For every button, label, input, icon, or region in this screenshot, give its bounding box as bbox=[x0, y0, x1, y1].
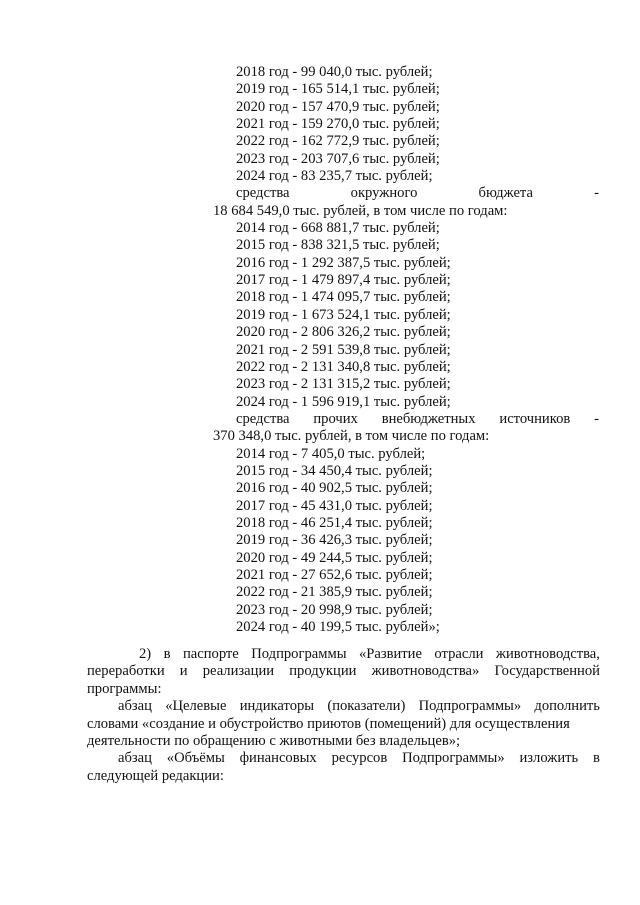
word: ресурсов bbox=[331, 750, 388, 767]
heading-word: - bbox=[594, 410, 599, 427]
word: паспорте bbox=[182, 646, 239, 662]
year-line: 2022 год - 162 772,9 тыс. рублей; bbox=[236, 133, 440, 150]
paragraph-line: деятельности по обращению с животными без владельцев»; bbox=[87, 732, 461, 749]
word: реализации bbox=[202, 663, 275, 680]
year-line: 2018 год - 1 474 095,7 тыс. рублей; bbox=[236, 289, 451, 306]
word: животноводства, bbox=[495, 646, 600, 662]
paragraph-line: программы: bbox=[87, 680, 162, 697]
word: дополнить bbox=[534, 698, 600, 715]
word: абзац bbox=[118, 698, 152, 715]
year-line: 2022 год - 21 385,9 тыс. рублей; bbox=[236, 584, 433, 601]
word: Подпрограммы» bbox=[418, 698, 522, 715]
year-line: 2014 год - 668 881,7 тыс. рублей; bbox=[236, 220, 440, 237]
word: 2) bbox=[139, 646, 152, 662]
word: в bbox=[163, 646, 171, 662]
word: отрасли bbox=[434, 646, 484, 662]
heading-word: прочих bbox=[313, 410, 358, 427]
heading-word: источников bbox=[499, 410, 571, 427]
okrug-total: 18 684 549,0 тыс. рублей, в том числе по годам: bbox=[213, 202, 508, 219]
word: финансовых bbox=[239, 750, 317, 767]
paragraph-line bbox=[87, 698, 600, 715]
word: индикаторы bbox=[239, 698, 315, 715]
year-line: 2019 год - 1 673 524,1 тыс. рублей; bbox=[236, 306, 451, 323]
word: «Развитие bbox=[358, 646, 422, 662]
year-line: 2019 год - 165 514,1 тыс. рублей; bbox=[236, 81, 440, 98]
okrug-heading bbox=[213, 185, 599, 202]
paragraph-line: следующей редакции: bbox=[87, 767, 224, 784]
word: Государственной bbox=[494, 663, 600, 680]
year-line: 2018 год - 46 251,4 тыс. рублей; bbox=[236, 514, 433, 531]
year-line: 2021 год - 159 270,0 тыс. рублей; bbox=[236, 116, 440, 133]
heading-word: окружного bbox=[350, 185, 418, 202]
year-line: 2020 год - 49 244,5 тыс. рублей; bbox=[236, 549, 433, 566]
year-line: 2017 год - 1 479 897,4 тыс. рублей; bbox=[236, 272, 451, 289]
word: Подпрограммы bbox=[251, 646, 347, 662]
year-line: 2020 год - 157 470,9 тыс. рублей; bbox=[236, 98, 440, 115]
year-line: 2023 год - 203 707,6 тыс. рублей; bbox=[236, 150, 440, 167]
word: «Целевые bbox=[165, 698, 227, 715]
year-line: 2014 год - 7 405,0 тыс. рублей; bbox=[236, 445, 426, 462]
year-line: 2015 год - 34 450,4 тыс. рублей; bbox=[236, 462, 433, 479]
year-line: 2015 год - 838 321,5 тыс. рублей; bbox=[236, 237, 440, 254]
year-line: 2019 год - 36 426,3 тыс. рублей; bbox=[236, 532, 433, 549]
word: в bbox=[593, 750, 600, 767]
paragraph-line: словами «создание и обустройство приютов (помещений) для осуществления bbox=[87, 715, 570, 732]
year-line: 2021 год - 2 591 539,8 тыс. рублей; bbox=[236, 341, 451, 358]
year-line: 2020 год - 2 806 326,2 тыс. рублей; bbox=[236, 324, 451, 341]
word: переработки bbox=[87, 663, 165, 680]
heading-word: - bbox=[594, 185, 599, 202]
word: Подпрограммы» bbox=[402, 750, 505, 767]
paragraph-line bbox=[87, 646, 600, 663]
year-line: 2016 год - 1 292 387,5 тыс. рублей; bbox=[236, 254, 451, 271]
paragraph-line bbox=[87, 663, 600, 680]
word: животноводства» bbox=[371, 663, 480, 680]
year-line: 2022 год - 2 131 340,8 тыс. рублей; bbox=[236, 358, 451, 375]
heading-word: внебюджетных bbox=[381, 410, 476, 427]
word: абзац bbox=[118, 750, 152, 767]
year-line: 2024 год - 1 596 919,1 тыс. рублей; bbox=[236, 393, 451, 410]
word: изложить bbox=[519, 750, 579, 767]
heading-word: средства bbox=[236, 410, 290, 427]
word: «Объёмы bbox=[166, 750, 225, 767]
year-line: 2024 год - 40 199,5 тыс. рублей»; bbox=[236, 619, 440, 635]
year-line: 2024 год - 83 235,7 тыс. рублей; bbox=[236, 168, 433, 185]
other-total: 370 348,0 тыс. рублей, в том числе по годам: bbox=[213, 428, 490, 445]
word: и bbox=[179, 663, 188, 680]
body-text bbox=[87, 646, 600, 785]
other-heading bbox=[213, 411, 599, 428]
paragraph-line bbox=[87, 750, 600, 767]
year-line: 2021 год - 27 652,6 тыс. рублей; bbox=[236, 566, 433, 583]
word: (показатели) bbox=[327, 698, 406, 715]
heading-word: бюджета bbox=[478, 185, 533, 202]
funding-column bbox=[213, 64, 599, 636]
year-line: 2017 год - 45 431,0 тыс. рублей; bbox=[236, 497, 433, 514]
year-line: 2023 год - 20 998,9 тыс. рублей; bbox=[236, 601, 433, 618]
year-line: 2023 год - 2 131 315,2 тыс. рублей; bbox=[236, 376, 451, 393]
heading-word: средства bbox=[236, 185, 290, 202]
year-line: 2016 год - 40 902,5 тыс. рублей; bbox=[236, 480, 433, 497]
word: продукции bbox=[289, 663, 357, 680]
year-line: 2018 год - 99 040,0 тыс. рублей; bbox=[236, 64, 433, 80]
